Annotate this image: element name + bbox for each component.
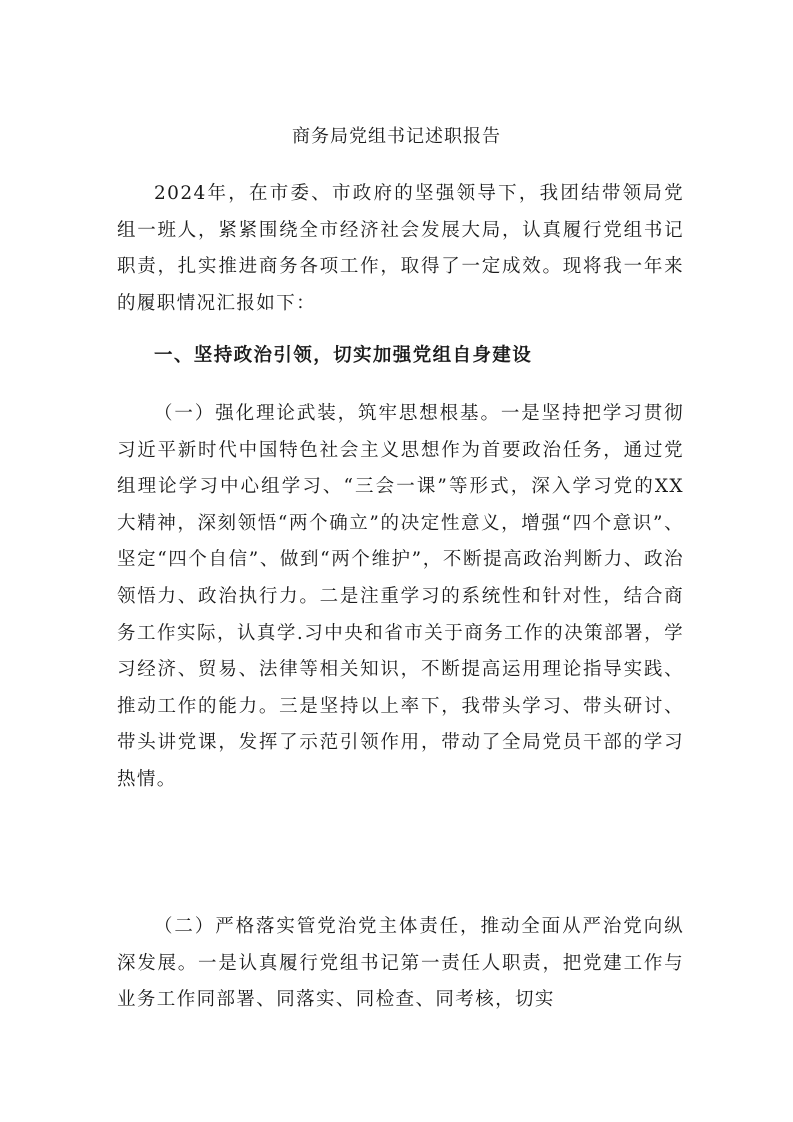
intro-paragraph: 2024年，在市委、市政府的坚强领导下，我团结带领局党组一班人，紧紧围绕全市经济社会发展大局，认真履行党组书记职责，扎实推进商务各项工作，取得了一定成效。现将我一年来的履职情况汇报如下： [117, 183, 684, 314]
body-paragraph: （一）强化理论武装，筑牢思想根基。一是坚持把学习贯彻习近平新时代中国特色社会主义思想作为首要政治任务，通过党组理论学习中心组学习、“三会一课”等形式，深入学习党的XX大精神，深刻领悟“两个确立”的决定性意义，增强“四个意识”、坚定“四个自信”、做到“两个维护”，不断提高政治判断力、政治领悟力、政治执行力。二是注重学习的系统性和针对性，结合商务工作实际，认真学.习中央和省市关于商务工作的决策部署，学习经济、贸易、法律等相关知识，不断提高运用理论指导实践、推动工作的能力。三是坚持以上率下，我带头学习、带头研讨、带头讲党课，发挥了示范引领作用，带动了全局党员干部的学习热情。 [117, 403, 684, 790]
body-paragraph: （二）严格落实管党治党主体责任，推动全面从严治党向纵深发展。一是认真履行党组书记第一责任人职责，把党建工作与业务工作同部署、同落实、同检查、同考核，切实 [117, 916, 684, 1011]
section-heading: 一、坚持政治引领，切实加强党组自身建设 [154, 345, 533, 366]
document-title: 商务局党组书记述职报告 [292, 126, 501, 147]
